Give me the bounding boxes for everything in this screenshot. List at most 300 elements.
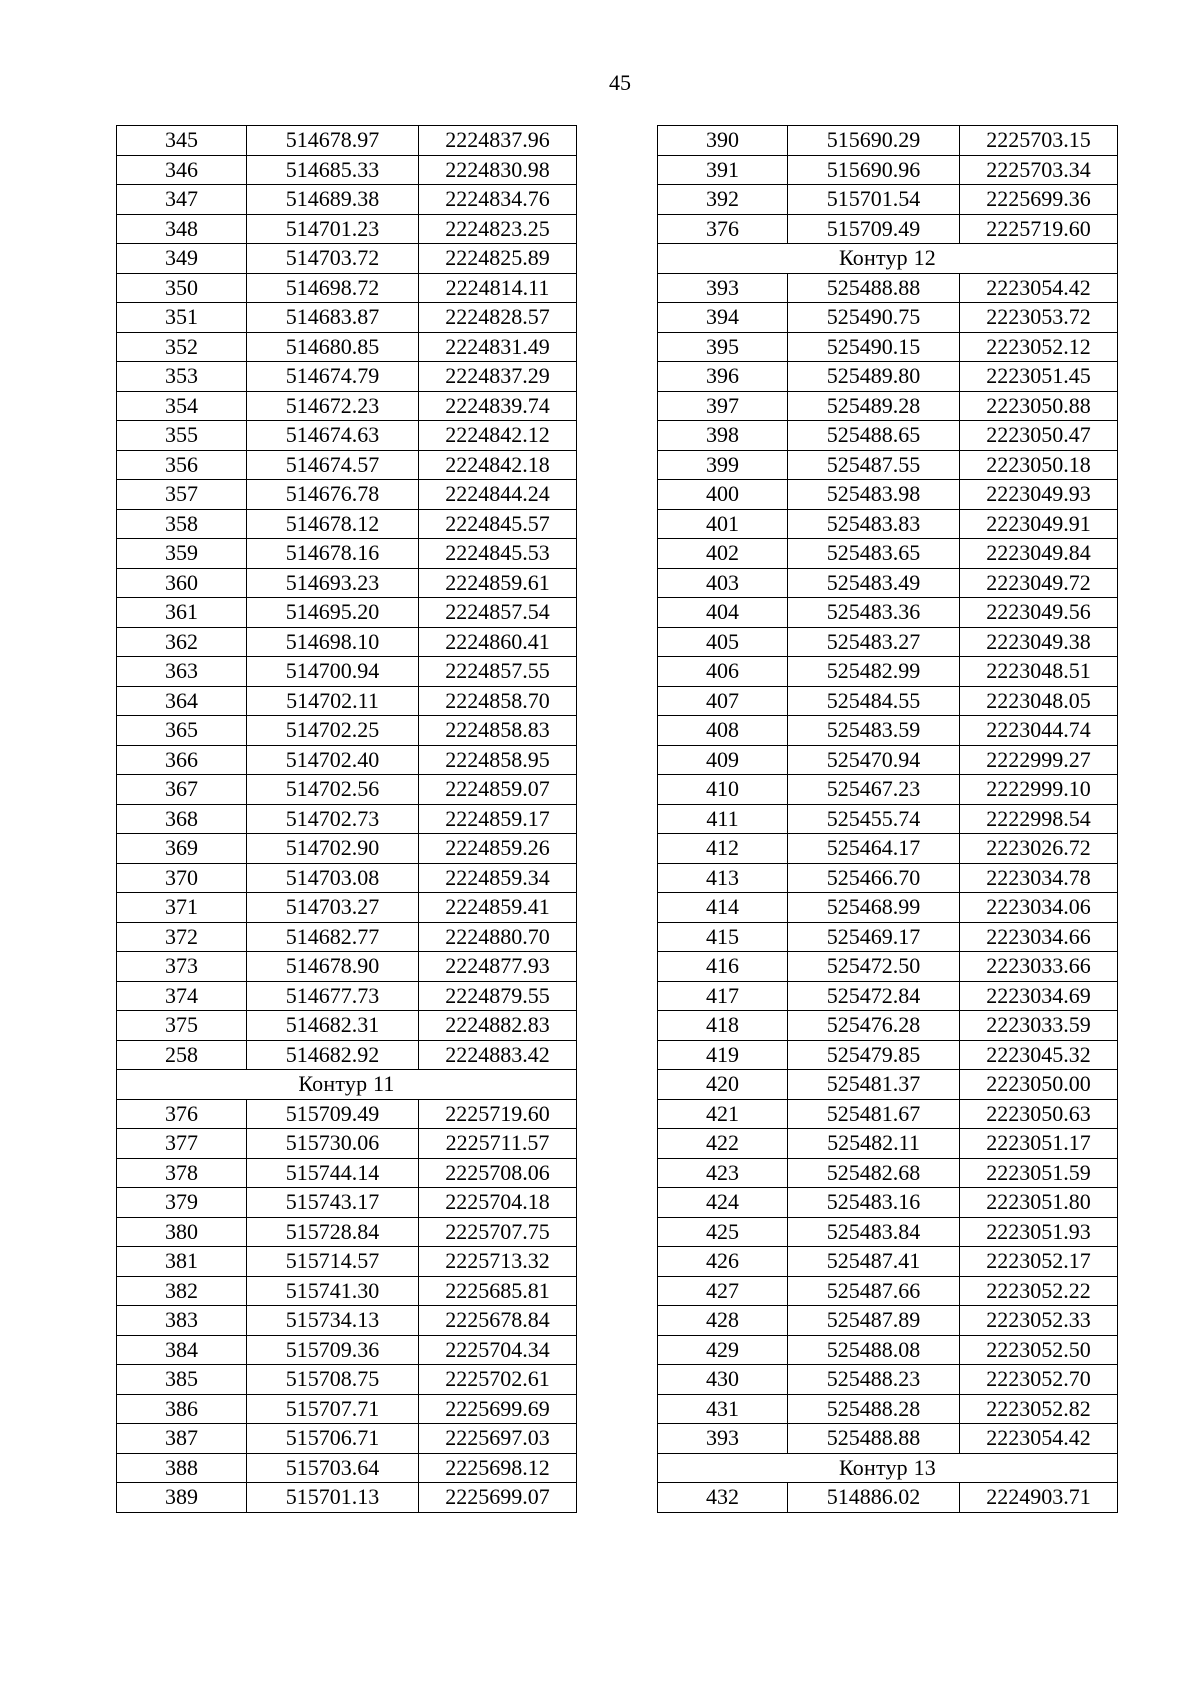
point-number-cell: 374 — [117, 981, 247, 1011]
y-coordinate-cell: 2225708.06 — [419, 1158, 577, 1188]
y-coordinate-cell: 2223051.45 — [960, 362, 1118, 392]
point-number-cell: 376 — [117, 1099, 247, 1129]
y-coordinate-cell: 2224859.61 — [419, 568, 577, 598]
x-coordinate-cell: 514678.16 — [247, 539, 419, 569]
x-coordinate-cell: 525472.50 — [788, 952, 960, 982]
y-coordinate-cell: 2224857.54 — [419, 598, 577, 628]
section-header-row — [658, 244, 1118, 274]
point-number-cell: 359 — [117, 539, 247, 569]
y-coordinate-cell: 2224859.17 — [419, 804, 577, 834]
y-coordinate-cell: 2222998.54 — [960, 804, 1118, 834]
x-coordinate-cell: 525488.28 — [788, 1394, 960, 1424]
x-coordinate-cell: 525483.84 — [788, 1217, 960, 1247]
table-row — [117, 1188, 577, 1218]
table-row — [658, 1247, 1118, 1277]
y-coordinate-cell: 2223033.66 — [960, 952, 1118, 982]
point-number-cell: 426 — [658, 1247, 788, 1277]
table-row — [658, 480, 1118, 510]
x-coordinate-cell: 514702.11 — [247, 686, 419, 716]
x-coordinate-cell: 515743.17 — [247, 1188, 419, 1218]
table-row — [658, 1188, 1118, 1218]
y-coordinate-cell: 2224859.34 — [419, 863, 577, 893]
y-coordinate-cell: 2223045.32 — [960, 1040, 1118, 1070]
table-row — [658, 1217, 1118, 1247]
y-coordinate-cell: 2223052.82 — [960, 1394, 1118, 1424]
y-coordinate-cell: 2223052.33 — [960, 1306, 1118, 1336]
point-number-cell: 409 — [658, 745, 788, 775]
x-coordinate-cell: 514702.73 — [247, 804, 419, 834]
table-row — [658, 1011, 1118, 1041]
table-row — [117, 1424, 577, 1454]
x-coordinate-cell: 515741.30 — [247, 1276, 419, 1306]
table-row — [658, 1040, 1118, 1070]
y-coordinate-cell: 2224837.96 — [419, 126, 577, 156]
table-row — [117, 362, 577, 392]
x-coordinate-cell: 514677.73 — [247, 981, 419, 1011]
table-row — [117, 421, 577, 451]
y-coordinate-cell: 2223034.66 — [960, 922, 1118, 952]
x-coordinate-cell: 514702.90 — [247, 834, 419, 864]
x-coordinate-cell: 514703.27 — [247, 893, 419, 923]
table-row — [117, 598, 577, 628]
table-row — [117, 922, 577, 952]
y-coordinate-cell: 2224880.70 — [419, 922, 577, 952]
y-coordinate-cell: 2223053.72 — [960, 303, 1118, 333]
x-coordinate-cell: 525488.88 — [788, 1424, 960, 1454]
y-coordinate-cell: 2225699.07 — [419, 1483, 577, 1513]
point-number-cell: 375 — [117, 1011, 247, 1041]
y-coordinate-cell: 2224859.07 — [419, 775, 577, 805]
table-row — [117, 1158, 577, 1188]
table-row — [658, 539, 1118, 569]
point-number-cell: 358 — [117, 509, 247, 539]
x-coordinate-cell: 515708.75 — [247, 1365, 419, 1395]
x-coordinate-cell: 515703.64 — [247, 1453, 419, 1483]
x-coordinate-cell: 525489.80 — [788, 362, 960, 392]
y-coordinate-cell: 2224879.55 — [419, 981, 577, 1011]
x-coordinate-cell: 525488.88 — [788, 273, 960, 303]
table-row — [117, 804, 577, 834]
point-number-cell: 376 — [658, 214, 788, 244]
table-row — [658, 509, 1118, 539]
point-number-cell: 392 — [658, 185, 788, 215]
point-number-cell: 414 — [658, 893, 788, 923]
point-number-cell: 356 — [117, 450, 247, 480]
table-row — [117, 568, 577, 598]
y-coordinate-cell: 2225703.15 — [960, 126, 1118, 156]
point-number-cell: 377 — [117, 1129, 247, 1159]
x-coordinate-cell: 525490.15 — [788, 332, 960, 362]
y-coordinate-cell: 2225719.60 — [419, 1099, 577, 1129]
y-coordinate-cell: 2225711.57 — [419, 1129, 577, 1159]
x-coordinate-cell: 515701.13 — [247, 1483, 419, 1513]
table-row — [658, 450, 1118, 480]
x-coordinate-cell: 514682.92 — [247, 1040, 419, 1070]
table-row — [117, 775, 577, 805]
y-coordinate-cell: 2224857.55 — [419, 657, 577, 687]
y-coordinate-cell: 2223034.69 — [960, 981, 1118, 1011]
table-row — [117, 480, 577, 510]
table-row — [658, 657, 1118, 687]
table-row — [658, 981, 1118, 1011]
table-row — [658, 273, 1118, 303]
y-coordinate-cell: 2223054.42 — [960, 1424, 1118, 1454]
y-coordinate-cell: 2223051.59 — [960, 1158, 1118, 1188]
table-row — [658, 804, 1118, 834]
y-coordinate-cell: 2224877.93 — [419, 952, 577, 982]
y-coordinate-cell: 2223051.17 — [960, 1129, 1118, 1159]
point-number-cell: 345 — [117, 126, 247, 156]
y-coordinate-cell: 2224903.71 — [960, 1483, 1118, 1513]
y-coordinate-cell: 2223052.50 — [960, 1335, 1118, 1365]
point-number-cell: 398 — [658, 421, 788, 451]
x-coordinate-cell: 514700.94 — [247, 657, 419, 687]
table-row — [658, 834, 1118, 864]
y-coordinate-cell: 2223049.84 — [960, 539, 1118, 569]
y-coordinate-cell: 2225713.32 — [419, 1247, 577, 1277]
point-number-cell: 380 — [117, 1217, 247, 1247]
y-coordinate-cell: 2224842.18 — [419, 450, 577, 480]
point-number-cell: 394 — [658, 303, 788, 333]
point-number-cell: 386 — [117, 1394, 247, 1424]
x-coordinate-cell: 515744.14 — [247, 1158, 419, 1188]
point-number-cell: 403 — [658, 568, 788, 598]
point-number-cell: 393 — [658, 273, 788, 303]
x-coordinate-cell: 515690.96 — [788, 155, 960, 185]
point-number-cell: 387 — [117, 1424, 247, 1454]
y-coordinate-cell: 2224834.76 — [419, 185, 577, 215]
point-number-cell: 407 — [658, 686, 788, 716]
point-number-cell: 417 — [658, 981, 788, 1011]
point-number-cell: 379 — [117, 1188, 247, 1218]
y-coordinate-cell: 2224858.70 — [419, 686, 577, 716]
table-row — [117, 952, 577, 982]
x-coordinate-cell: 514674.57 — [247, 450, 419, 480]
x-coordinate-cell: 515730.06 — [247, 1129, 419, 1159]
coordinates-table-body — [117, 126, 577, 1513]
x-coordinate-cell: 514680.85 — [247, 332, 419, 362]
point-number-cell: 419 — [658, 1040, 788, 1070]
point-number-cell: 258 — [117, 1040, 247, 1070]
x-coordinate-cell: 525487.55 — [788, 450, 960, 480]
point-number-cell: 361 — [117, 598, 247, 628]
x-coordinate-cell: 514674.79 — [247, 362, 419, 392]
x-coordinate-cell: 525483.49 — [788, 568, 960, 598]
y-coordinate-cell: 2222999.27 — [960, 745, 1118, 775]
point-number-cell: 353 — [117, 362, 247, 392]
point-number-cell: 406 — [658, 657, 788, 687]
point-number-cell: 373 — [117, 952, 247, 982]
point-number-cell: 368 — [117, 804, 247, 834]
section-title: Контур 13 — [658, 1453, 1118, 1483]
table-row — [117, 1276, 577, 1306]
point-number-cell: 396 — [658, 362, 788, 392]
point-number-cell: 366 — [117, 745, 247, 775]
table-row — [117, 893, 577, 923]
table-row — [658, 568, 1118, 598]
x-coordinate-cell: 515709.49 — [788, 214, 960, 244]
y-coordinate-cell: 2224882.83 — [419, 1011, 577, 1041]
table-row — [658, 214, 1118, 244]
x-coordinate-cell: 515706.71 — [247, 1424, 419, 1454]
point-number-cell: 370 — [117, 863, 247, 893]
x-coordinate-cell: 514695.20 — [247, 598, 419, 628]
x-coordinate-cell: 525483.83 — [788, 509, 960, 539]
x-coordinate-cell: 514698.10 — [247, 627, 419, 657]
point-number-cell: 349 — [117, 244, 247, 274]
x-coordinate-cell: 514703.08 — [247, 863, 419, 893]
x-coordinate-cell: 514702.40 — [247, 745, 419, 775]
table-row — [658, 1365, 1118, 1395]
x-coordinate-cell: 515709.36 — [247, 1335, 419, 1365]
table-row — [658, 1129, 1118, 1159]
y-coordinate-cell: 2223052.70 — [960, 1365, 1118, 1395]
x-coordinate-cell: 525455.74 — [788, 804, 960, 834]
y-coordinate-cell: 2223044.74 — [960, 716, 1118, 746]
point-number-cell: 385 — [117, 1365, 247, 1395]
x-coordinate-cell: 514689.38 — [247, 185, 419, 215]
y-coordinate-cell: 2225699.36 — [960, 185, 1118, 215]
point-number-cell: 350 — [117, 273, 247, 303]
point-number-cell: 432 — [658, 1483, 788, 1513]
table-row — [117, 509, 577, 539]
point-number-cell: 428 — [658, 1306, 788, 1336]
table-row — [117, 303, 577, 333]
table-row — [658, 421, 1118, 451]
table-row — [117, 214, 577, 244]
point-number-cell: 393 — [658, 1424, 788, 1454]
x-coordinate-cell: 525468.99 — [788, 893, 960, 923]
x-coordinate-cell: 514701.23 — [247, 214, 419, 244]
y-coordinate-cell: 2223051.80 — [960, 1188, 1118, 1218]
table-row — [117, 185, 577, 215]
table-row — [117, 1483, 577, 1513]
point-number-cell: 402 — [658, 539, 788, 569]
y-coordinate-cell: 2225702.61 — [419, 1365, 577, 1395]
point-number-cell: 346 — [117, 155, 247, 185]
table-row — [658, 155, 1118, 185]
y-coordinate-cell: 2223050.18 — [960, 450, 1118, 480]
point-number-cell: 355 — [117, 421, 247, 451]
y-coordinate-cell: 2223052.22 — [960, 1276, 1118, 1306]
x-coordinate-cell: 525487.66 — [788, 1276, 960, 1306]
y-coordinate-cell: 2223050.00 — [960, 1070, 1118, 1100]
table-row — [117, 332, 577, 362]
table-row — [658, 332, 1118, 362]
point-number-cell: 363 — [117, 657, 247, 687]
table-row — [658, 1483, 1118, 1513]
x-coordinate-cell: 515734.13 — [247, 1306, 419, 1336]
point-number-cell: 391 — [658, 155, 788, 185]
x-coordinate-cell: 525484.55 — [788, 686, 960, 716]
x-coordinate-cell: 525476.28 — [788, 1011, 960, 1041]
table-row — [117, 1040, 577, 1070]
y-coordinate-cell: 2223048.51 — [960, 657, 1118, 687]
x-coordinate-cell: 525483.59 — [788, 716, 960, 746]
point-number-cell: 388 — [117, 1453, 247, 1483]
x-coordinate-cell: 525482.99 — [788, 657, 960, 687]
point-number-cell: 354 — [117, 391, 247, 421]
table-row — [117, 1217, 577, 1247]
point-number-cell: 352 — [117, 332, 247, 362]
point-number-cell: 424 — [658, 1188, 788, 1218]
table-row — [117, 1129, 577, 1159]
table-row — [117, 716, 577, 746]
y-coordinate-cell: 2224823.25 — [419, 214, 577, 244]
point-number-cell: 423 — [658, 1158, 788, 1188]
point-number-cell: 427 — [658, 1276, 788, 1306]
point-number-cell: 397 — [658, 391, 788, 421]
x-coordinate-cell: 514693.23 — [247, 568, 419, 598]
y-coordinate-cell: 2224859.41 — [419, 893, 577, 923]
point-number-cell: 371 — [117, 893, 247, 923]
point-number-cell: 404 — [658, 598, 788, 628]
table-row — [117, 450, 577, 480]
table-row — [117, 1335, 577, 1365]
y-coordinate-cell: 2223050.47 — [960, 421, 1118, 451]
point-number-cell: 348 — [117, 214, 247, 244]
point-number-cell: 408 — [658, 716, 788, 746]
x-coordinate-cell: 525470.94 — [788, 745, 960, 775]
y-coordinate-cell: 2223049.72 — [960, 568, 1118, 598]
x-coordinate-cell: 514682.77 — [247, 922, 419, 952]
x-coordinate-cell: 525487.41 — [788, 1247, 960, 1277]
x-coordinate-cell: 525482.68 — [788, 1158, 960, 1188]
y-coordinate-cell: 2224828.57 — [419, 303, 577, 333]
point-number-cell: 422 — [658, 1129, 788, 1159]
point-number-cell: 395 — [658, 332, 788, 362]
table-row — [117, 1247, 577, 1277]
y-coordinate-cell: 2224844.24 — [419, 480, 577, 510]
table-row — [117, 1365, 577, 1395]
x-coordinate-cell: 525483.65 — [788, 539, 960, 569]
y-coordinate-cell: 2225699.69 — [419, 1394, 577, 1424]
point-number-cell: 418 — [658, 1011, 788, 1041]
y-coordinate-cell: 2224839.74 — [419, 391, 577, 421]
x-coordinate-cell: 525482.11 — [788, 1129, 960, 1159]
y-coordinate-cell: 2224842.12 — [419, 421, 577, 451]
y-coordinate-cell: 2225704.18 — [419, 1188, 577, 1218]
point-number-cell: 384 — [117, 1335, 247, 1365]
y-coordinate-cell: 2225704.34 — [419, 1335, 577, 1365]
y-coordinate-cell: 2224858.83 — [419, 716, 577, 746]
table-row — [117, 273, 577, 303]
y-coordinate-cell: 2223049.93 — [960, 480, 1118, 510]
table-row — [658, 1335, 1118, 1365]
table-row — [658, 391, 1118, 421]
x-coordinate-cell: 514678.90 — [247, 952, 419, 982]
table-row — [658, 716, 1118, 746]
table-row — [117, 627, 577, 657]
point-number-cell: 389 — [117, 1483, 247, 1513]
table-row — [658, 1070, 1118, 1100]
x-coordinate-cell: 525483.27 — [788, 627, 960, 657]
page-number: 45 — [609, 70, 631, 95]
x-coordinate-cell: 525488.23 — [788, 1365, 960, 1395]
point-number-cell: 367 — [117, 775, 247, 805]
table-row — [658, 126, 1118, 156]
point-number-cell: 420 — [658, 1070, 788, 1100]
point-number-cell: 429 — [658, 1335, 788, 1365]
table-row — [117, 1306, 577, 1336]
point-number-cell: 411 — [658, 804, 788, 834]
table-row — [658, 1158, 1118, 1188]
table-row — [658, 863, 1118, 893]
x-coordinate-cell: 515709.49 — [247, 1099, 419, 1129]
y-coordinate-cell: 2223033.59 — [960, 1011, 1118, 1041]
point-number-cell: 351 — [117, 303, 247, 333]
point-number-cell: 362 — [117, 627, 247, 657]
y-coordinate-cell: 2223048.05 — [960, 686, 1118, 716]
x-coordinate-cell: 514682.31 — [247, 1011, 419, 1041]
table-row — [117, 863, 577, 893]
point-number-cell: 412 — [658, 834, 788, 864]
point-number-cell: 413 — [658, 863, 788, 893]
table-row — [117, 155, 577, 185]
point-number-cell: 400 — [658, 480, 788, 510]
y-coordinate-cell: 2222999.10 — [960, 775, 1118, 805]
y-coordinate-cell: 2225698.12 — [419, 1453, 577, 1483]
y-coordinate-cell: 2225719.60 — [960, 214, 1118, 244]
point-number-cell: 364 — [117, 686, 247, 716]
y-coordinate-cell: 2223052.12 — [960, 332, 1118, 362]
point-number-cell: 421 — [658, 1099, 788, 1129]
x-coordinate-cell: 525487.89 — [788, 1306, 960, 1336]
y-coordinate-cell: 2223034.78 — [960, 863, 1118, 893]
x-coordinate-cell: 515714.57 — [247, 1247, 419, 1277]
table-row — [658, 893, 1118, 923]
point-number-cell: 381 — [117, 1247, 247, 1277]
point-number-cell: 425 — [658, 1217, 788, 1247]
y-coordinate-cell: 2224814.11 — [419, 273, 577, 303]
x-coordinate-cell: 525469.17 — [788, 922, 960, 952]
y-coordinate-cell: 2224883.42 — [419, 1040, 577, 1070]
point-number-cell: 431 — [658, 1394, 788, 1424]
y-coordinate-cell: 2224837.29 — [419, 362, 577, 392]
table-row — [658, 775, 1118, 805]
point-number-cell: 416 — [658, 952, 788, 982]
point-number-cell: 372 — [117, 922, 247, 952]
y-coordinate-cell: 2225703.34 — [960, 155, 1118, 185]
table-row — [658, 686, 1118, 716]
section-header-row — [117, 1070, 577, 1100]
table-row — [658, 598, 1118, 628]
y-coordinate-cell: 2223049.38 — [960, 627, 1118, 657]
y-coordinate-cell: 2225707.75 — [419, 1217, 577, 1247]
table-row — [117, 1011, 577, 1041]
x-coordinate-cell: 525490.75 — [788, 303, 960, 333]
y-coordinate-cell: 2223049.91 — [960, 509, 1118, 539]
y-coordinate-cell: 2223026.72 — [960, 834, 1118, 864]
table-row — [117, 1099, 577, 1129]
y-coordinate-cell: 2223049.56 — [960, 598, 1118, 628]
x-coordinate-cell: 515701.54 — [788, 185, 960, 215]
y-coordinate-cell: 2224860.41 — [419, 627, 577, 657]
point-number-cell: 430 — [658, 1365, 788, 1395]
point-number-cell: 405 — [658, 627, 788, 657]
x-coordinate-cell: 514672.23 — [247, 391, 419, 421]
table-row — [117, 745, 577, 775]
table-row — [117, 126, 577, 156]
section-title: Контур 11 — [117, 1070, 577, 1100]
y-coordinate-cell: 2224825.89 — [419, 244, 577, 274]
y-coordinate-cell: 2224859.26 — [419, 834, 577, 864]
table-row — [117, 657, 577, 687]
point-number-cell: 390 — [658, 126, 788, 156]
point-number-cell: 357 — [117, 480, 247, 510]
y-coordinate-cell: 2223034.06 — [960, 893, 1118, 923]
point-number-cell: 369 — [117, 834, 247, 864]
